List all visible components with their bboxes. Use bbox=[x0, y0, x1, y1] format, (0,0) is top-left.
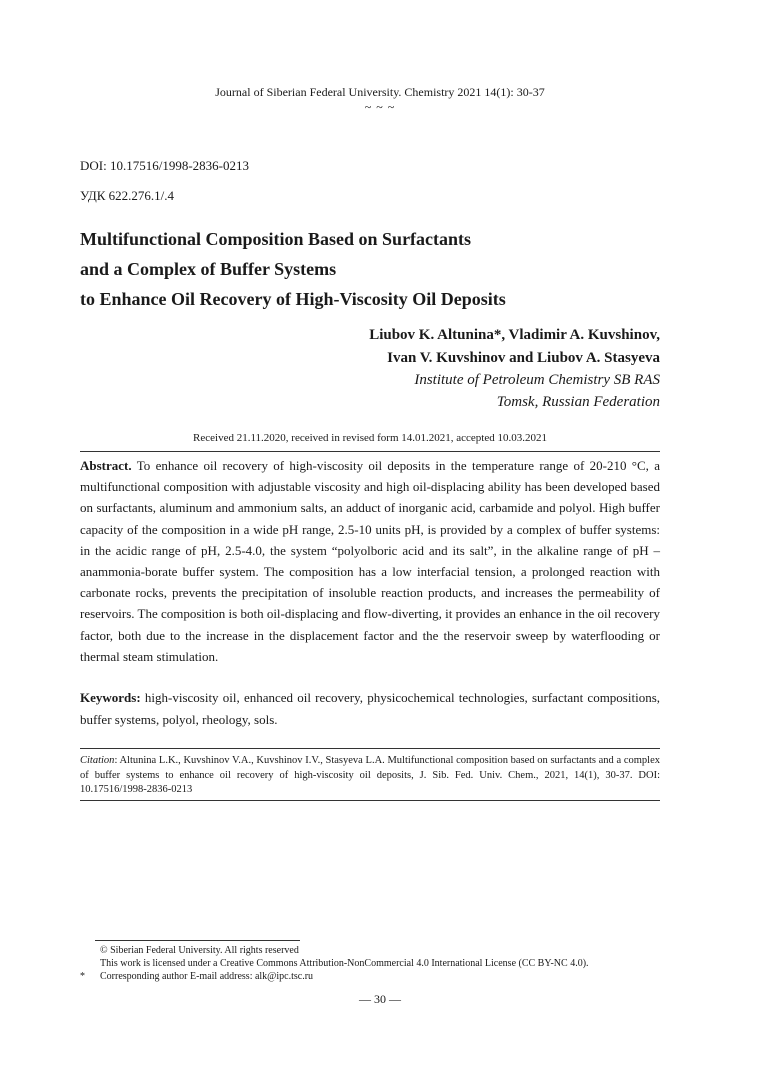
footnote-star: * bbox=[80, 971, 85, 982]
keywords bbox=[80, 687, 660, 730]
footnote-license: This work is licensed under a Creative Commons Attribution-NonCommercial 4.0 International License (CC BY-NC 4.0). bbox=[100, 958, 589, 969]
citation bbox=[80, 754, 660, 798]
footnote-corresponding: * Corresponding author E-mail address: alk@ipc.tsc.ru bbox=[80, 971, 314, 982]
citation-text: : Altunina L.K., Kuvshinov V.A., Kuvshinov I.V., Stasyeva L.A. Multifunctional composition based on surfactants and a complex of buffer systems to enhance oil recovery of high-viscosity oil deposits, J. Sib. Fed. Univ. Chem., 2021, 14(1), 30-37. DOI: 10.17516/1998-2836-0213 bbox=[80, 755, 660, 795]
affiliation bbox=[414, 369, 660, 413]
institution: Institute of Petroleum Chemistry SB RAS bbox=[414, 372, 660, 388]
citation-label: Citation bbox=[80, 755, 115, 766]
udk-code: УДК 622.276.1/.4 bbox=[80, 188, 175, 203]
title-line: to Enhance Oil Recovery of High-Viscosity Oil Deposits bbox=[80, 289, 506, 309]
abstract bbox=[80, 455, 660, 667]
paper-title bbox=[80, 224, 680, 314]
received-dates: Received 21.11.2020, received in revised form 14.01.2021, accepted 10.03.2021 bbox=[193, 432, 547, 444]
authors-line: Ivan V. Kuvshinov and Liubov A. Stasyeva bbox=[387, 350, 660, 366]
abstract-text: To enhance oil recovery of high-viscosity oil deposits in the temperature range of 20-210 °C, a multifunctional composition with adjustable viscosity and high oil-displacing ability has been developed based on surfactants, aluminum and ammonium salts, an adduct of inorganic acid, carbamide and polyol. High buffer capacity of the composition in a wide pH range, 2.5-10 units pH, is provided by a complex of buffer systems: in the acidic range of pH, 2.5-4.0, the system “polyolboric acid and its salt”, in the alkaline range of pH – anammonia-borate buffer system. The composition has a low interfacial tension, a prolonged reaction with carbonate rocks, prevents the precipitation of insoluble reaction products, and increases the permeability of reservoirs. The composition is both oil-displacing and flow-diverting, it provides an enhance in the oil recovery factor, both due to the increase in the displacement factor and the the reservoir sweep by waterflooding or thermal steam stimulation. bbox=[80, 458, 660, 664]
page-number: — 30 — bbox=[359, 992, 401, 1006]
doi: DOI: 10.17516/1998-2836-0213 bbox=[80, 158, 249, 173]
journal-header: Journal of Siberian Federal University. Chemistry 2021 14(1): 30-37 bbox=[215, 85, 545, 99]
title-line: and a Complex of Buffer Systems bbox=[80, 259, 337, 279]
keywords-label: Keywords: bbox=[80, 690, 141, 705]
author-list bbox=[369, 324, 660, 370]
authors-line: Liubov K. Altunina*, Vladimir A. Kuvshinov, bbox=[369, 327, 660, 343]
divider bbox=[80, 748, 660, 749]
keywords-text: high-viscosity oil, enhanced oil recovery, physicochemical technologies, surfactant compositions, buffer systems, polyol, rheology, sols. bbox=[80, 690, 661, 727]
footnote-copyright: © Siberian Federal University. All rights reserved bbox=[100, 945, 299, 956]
abstract-label: Abstract. bbox=[80, 458, 132, 473]
divider bbox=[80, 451, 660, 452]
header-ornament: ~ ~ ~ bbox=[364, 100, 396, 114]
title-line: Multifunctional Composition Based on Surfactants bbox=[80, 229, 472, 249]
footnote-divider bbox=[95, 940, 300, 941]
location: Tomsk, Russian Federation bbox=[496, 394, 660, 410]
divider bbox=[80, 800, 660, 801]
